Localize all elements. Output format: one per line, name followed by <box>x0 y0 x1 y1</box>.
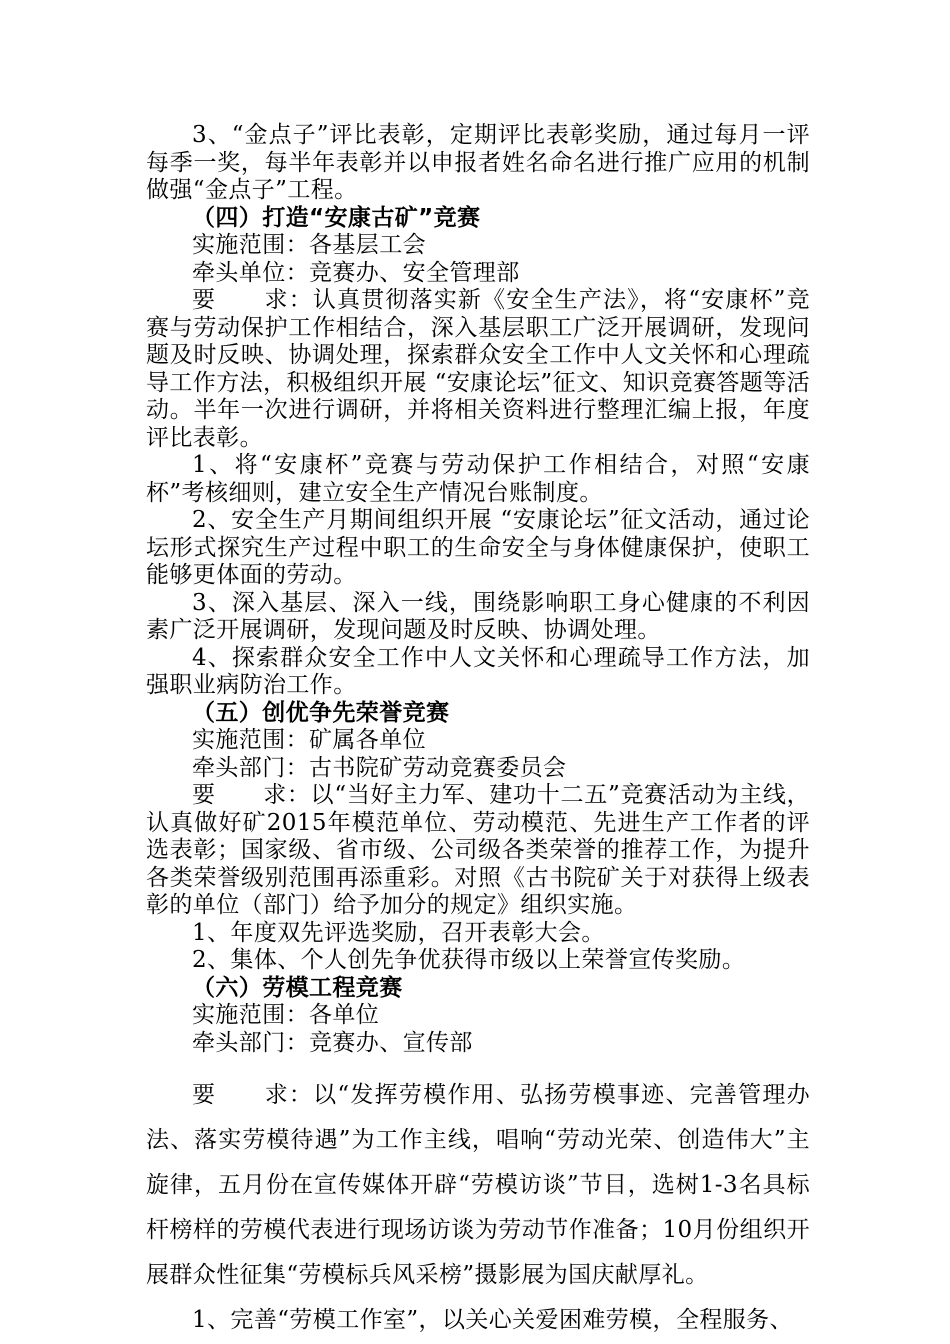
scope-line-6: 实施范围：各单位 <box>192 1002 380 1028</box>
section-heading-4: （四）打造“安康古矿”竞赛 <box>192 204 481 231</box>
document-page <box>146 122 810 1343</box>
item-4-2: 2、安全生产月期间组织开展 “安康论坛”征文活动，通过论坛形式探究生产过程中职工的生命安全与身体健康保护，使职工能够更体面的劳动。 <box>146 507 810 588</box>
spacer <box>146 1057 810 1073</box>
item-4-3: 3、深入基层、深入一线，围绕影响职工身心健康的不利因素广泛开展调研，发现问题及时反映、协调处理。 <box>146 589 810 643</box>
lead-dept-line-6: 牵头部门：竞赛办、宣传部 <box>192 1029 473 1056</box>
requirement-paragraph-4: 要 求：认真贯彻落实新《安全生产法》，将“安康杯”竞赛与劳动保护工作相结合，深入基层职工广泛开展调研，发现问题及时反映、协调处理，探索群众安全工作中人文关怀和心理疏导工作方法，积极组织开展 “安康论坛”征文、知识竞赛答题等活动。半年一次进行调研，并将相关资料进行整理汇编上报，年度评比表彰。 <box>146 287 810 451</box>
section-heading-5: （五）创优争先荣誉竞赛 <box>192 699 450 726</box>
requirement-paragraph-5: 要 求：以“当好主力军、建功十二五”竞赛活动为主线，认真做好矿2015年模范单位、劳动模范、先进生产工作者的评选表彰；国家级、省市级、公司级各类荣誉的推荐工作，为提升各类荣誉级别范围再添重彩。对照《古书院矿关于对获得上级表彰的单位（部门）给予加分的规定》组织实施。 <box>146 782 810 918</box>
item-6-1: 1、完善“劳模工作室”，以关心关爱困难劳模，全程服务、 <box>192 1307 793 1333</box>
scope-line-4: 实施范围：各基层工会 <box>192 232 426 258</box>
requirement-paragraph-6: 要 求：以“发挥劳模作用、弘扬劳模事迹、完善管理办法、落实劳模待遇”为工作主线，唱响“劳动光荣、创造伟大”主旋律，五月份在宣传媒体开辟“劳模访谈”节目，选树1-3名具标杆榜样的劳模代表进行现场访谈为劳动节作准备；10月份组织开展群众性征集“劳模标兵风采榜”摄影展为国庆献厚礼。 <box>146 1082 810 1288</box>
paragraph-jindianzi: 3、“金点子”评比表彰，定期评比表彰奖励，通过每月一评每季一奖，每半年表彰并以申报者姓名命名进行推广应用的机制做强“金点子”工程。 <box>146 122 810 203</box>
section-heading-6: （六）劳模工程竞赛 <box>192 974 403 1001</box>
lead-dept-line-5: 牵头部门：古书院矿劳动竞赛委员会 <box>192 754 567 781</box>
item-4-1: 1、将“安康杯”竞赛与劳动保护工作相结合，对照“安康杯”考核细则，建立安全生产情况台账制度。 <box>146 452 810 506</box>
item-5-1: 1、年度双先评选奖励，召开表彰大会。 <box>192 919 605 946</box>
lead-unit-line-4: 牵头单位：竞赛办、安全管理部 <box>192 259 520 286</box>
item-5-2: 2、集体、个人创先争优获得市级以上荣誉宣传奖励。 <box>192 947 746 973</box>
scope-line-5: 实施范围：矿属各单位 <box>192 727 426 753</box>
item-4-4: 4、探索群众安全工作中人文关怀和心理疏导工作方法，加强职业病防治工作。 <box>146 644 810 698</box>
